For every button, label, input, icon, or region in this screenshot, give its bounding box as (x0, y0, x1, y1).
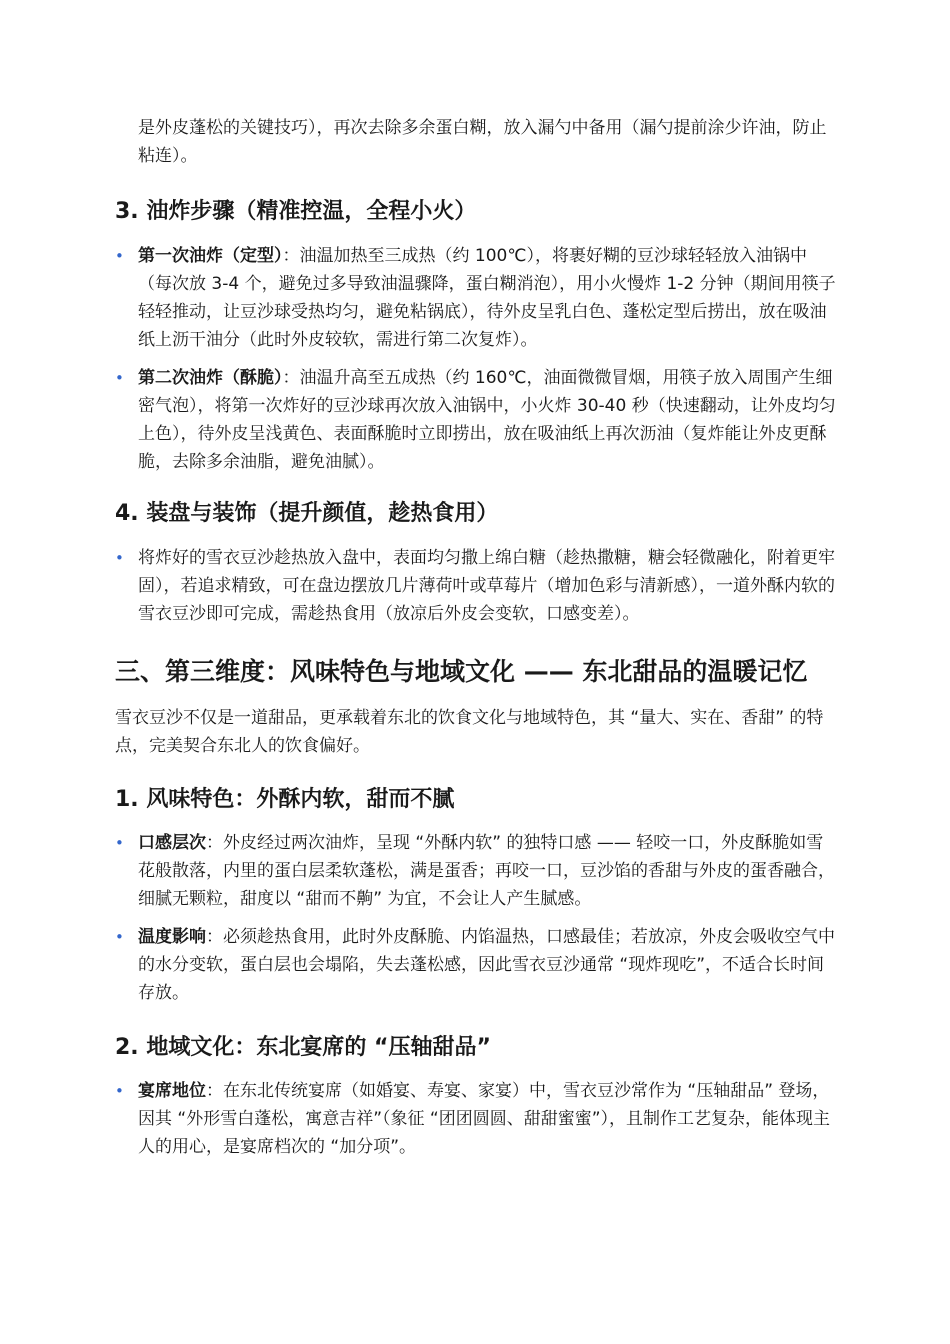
heading-part-three: 三、第三维度：风味特色与地域文化 —— 东北甜品的温暖记忆 (115, 657, 808, 686)
list-item-text: ：油温加热至三成热（约 100℃），将裹好糊的豆沙球轻轻放入油锅中（每次放 3-4 个，避免过多导致油温骤降，蛋白糊消泡），用小火慢炸 1-2 分钟（期间用筷子轻轻推动，让豆沙球受热均匀，避免粘锅底），待外皮呈乳白色、蓬松定型后捞出，放在吸油纸上沥干油分（此时外皮较软，需进行第二次复炸）。 (138, 246, 836, 350)
intro-paragraph: 雪衣豆沙不仅是一道甜品，更承载着东北的饮食文化与地域特色，其 “量大、实在、香甜” 的特点，完美契合东北人的饮食偏好。 (115, 708, 824, 756)
list-item-text: 将炸好的雪衣豆沙趁热放入盘中，表面均匀撒上绵白糖（趁热撒糖，糖会轻微融化，附着更牢固），若追求精致，可在盘边摆放几片薄荷叶或草莓片（增加色彩与清新感），一道外酥内软的雪衣豆沙即可完成，需趁热食用（放凉后外皮会变软，口感变差）。 (138, 548, 835, 624)
list-item (115, 242, 840, 354)
bullet-icon: • (115, 834, 124, 852)
bullet-icon: • (115, 549, 124, 567)
heading-flavor: 1. 风味特色：外酥内软，甜而不腻 (115, 787, 455, 812)
list-item (115, 364, 840, 476)
bullet-icon: • (115, 928, 124, 946)
list-item (115, 544, 840, 628)
list-item (115, 1077, 840, 1161)
continuation-paragraph: 是外皮蓬松的关键技巧），再次去除多余蛋白糊，放入漏勺中备用（漏勺提前涂少许油，防止粘连）。 (138, 118, 827, 166)
list-item-term: 第一次油炸（定型） (138, 246, 283, 266)
list-item-text: ：外皮经过两次油炸，呈现 “外酥内软” 的独特口感 —— 轻咬一口，外皮酥脆如雪花般散落，内里的蛋白层柔软蓬松，满是蛋香；再咬一口，豆沙馅的香甜与外皮的蛋香融合，细腻无颗粒，甜度以 “甜而不齁” 为宜，不会让人产生腻感。 (138, 833, 835, 909)
flavor-list (115, 829, 840, 1007)
list-item (115, 829, 840, 913)
heading-frying-steps: 3. 油炸步骤（精准控温，全程小火） (115, 199, 477, 224)
heading-plating: 4. 装盘与装饰（提升颜值，趁热食用） (115, 501, 499, 526)
bullet-icon: • (115, 247, 124, 265)
culture-list (115, 1077, 840, 1161)
list-item-text: ：油温升高至五成热（约 160℃，油面微微冒烟，用筷子放入周围产生细密气泡），将第一次炸好的豆沙球再次放入油锅中，小火炸 30-40 秒（快速翻动，让外皮均匀上色），待外皮呈浅黄色、表面酥脆时立即捞出，放在吸油纸上再次沥油（复炸能让外皮更酥脆，去除多余油脂，避免油腻）。 (138, 368, 836, 472)
list-item (115, 923, 840, 1007)
heading-culture: 2. 地域文化：东北宴席的 “压轴甜品” (115, 1035, 491, 1060)
list-item-text: ：在东北传统宴席（如婚宴、寿宴、家宴）中，雪衣豆沙常作为 “压轴甜品” 登场，因其 “外形雪白蓬松，寓意吉祥”（象征 “团团圆圆、甜甜蜜蜜”），且制作工艺复杂，能体现主人的用心，是宴席档次的 “加分项”。 (138, 1081, 831, 1157)
list-item-term: 温度影响 (138, 927, 206, 947)
list-item-term: 口感层次 (138, 833, 206, 853)
list-item-term: 宴席地位 (138, 1081, 206, 1101)
bullet-icon: • (115, 369, 124, 387)
plating-list (115, 544, 840, 628)
list-item-text: ：必须趁热食用，此时外皮酥脆、内馅温热，口感最佳；若放凉，外皮会吸收空气中的水分变软，蛋白层也会塌陷，失去蓬松感，因此雪衣豆沙通常 “现炸现吃”，不适合长时间存放。 (138, 927, 835, 1003)
bullet-icon: • (115, 1082, 124, 1100)
frying-steps-list (115, 242, 840, 476)
list-item-term: 第二次油炸（酥脆） (138, 368, 283, 388)
